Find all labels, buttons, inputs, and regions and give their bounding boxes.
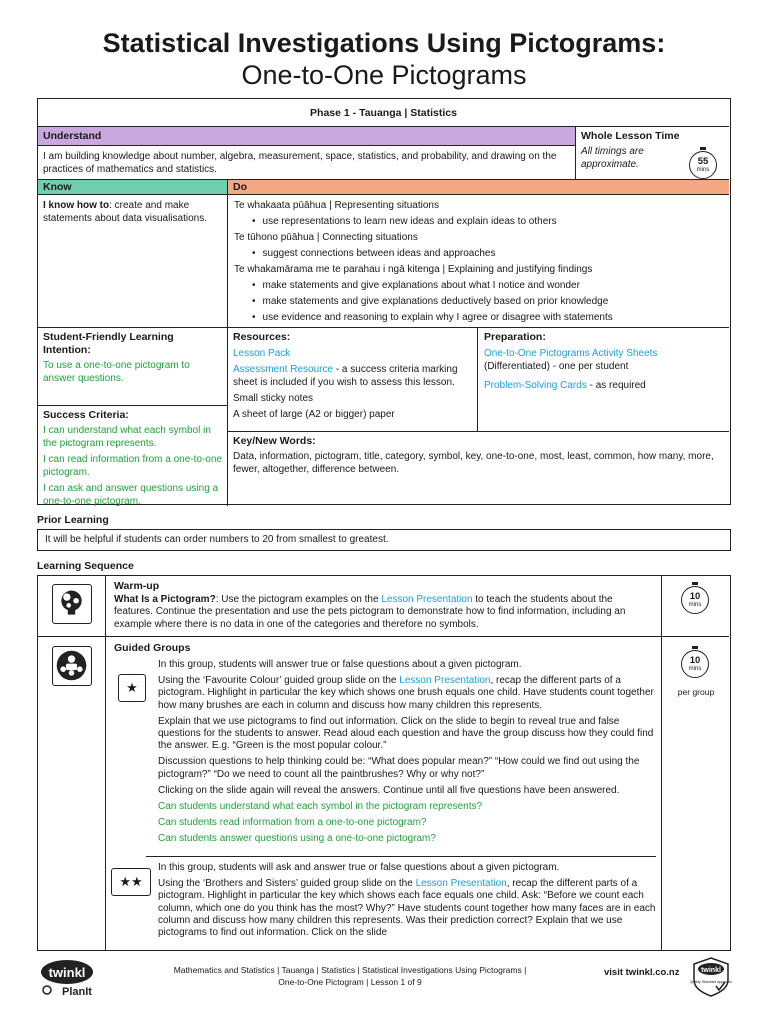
lesson-plan-grid: [37, 98, 731, 505]
understand-heading: Understand: [38, 127, 575, 146]
guided-stopwatch-icon: [681, 650, 709, 678]
activity-sheets-text: (Differentiated) - one per student: [484, 361, 629, 372]
group-1-presentation-link[interactable]: Lesson Presentation: [399, 675, 491, 687]
key-words: [227, 431, 729, 506]
prior-learning-text: It will be helpful if students can order numbers to 20 from smallest to greatest.: [37, 529, 731, 551]
group-2-text-b: , recap the different parts of a pictogram. Highlight in particular the key which shows each face equals one child. Ask: “Before we count each column, which one do you think has the most? Why?” Have students count together how many faces are in each column and discuss how many children this represents. Was their prediction correct? Explain that we use pictograms to find out information. Click on the slide: [158, 878, 656, 939]
group-people-icon: [52, 646, 92, 686]
know-heading: Know: [38, 179, 227, 195]
title-line-1: Statistical Investigations Using Pictograms:: [102, 28, 666, 58]
assessment-question: Can students understand what each symbol in the pictogram represents?: [158, 801, 483, 813]
assessment-question: Can students read information from a one-to-one pictogram?: [158, 817, 427, 829]
learning-intention-heading: Student-Friendly Learning Intention:: [43, 331, 174, 356]
resource-item: Small sticky notes: [233, 393, 314, 404]
preparation: [477, 327, 729, 431]
footer-line-1: Mathematics and Statistics | Tauanga | Statistics | Statistical Investigations Using Pictograms |: [173, 965, 527, 975]
assessment-resource-text: - a success criteria marking sheet is included if you wish to assess this lesson.: [233, 364, 458, 388]
know-text: [38, 195, 227, 327]
group-divider: [146, 856, 656, 857]
title-line-2: One-to-One Pictograms: [241, 60, 527, 90]
logo-bottom-text: PlanIt: [62, 986, 92, 998]
learning-sequence-table: [37, 575, 731, 951]
guided-title: [114, 642, 314, 658]
group-1-text-a: Using the ‘Favourite Colour’ guided group slide on the: [158, 675, 400, 687]
do-section-title: Te whakamārama me te parahau i ngā kitenga | Explaining and justifying findings: [234, 264, 593, 275]
group-1-paragraph: Discussion questions to help thinking could be: “What does popular mean?” “How could we find out using the pictogram?” “Do we need to count all the paintbrushes? Why or why not?”: [158, 756, 640, 780]
warmup-bold: What Is a Pictogram?: [114, 594, 216, 606]
do-content: [227, 195, 729, 327]
page-title: [0, 26, 768, 90]
twinkl-planit-logo: [37, 958, 105, 998]
warmup-minutes: 10: [689, 591, 701, 602]
do-section-title: Te whakaata pūāhua | Representing situations: [234, 200, 439, 211]
one-star-icon: ★: [118, 674, 146, 702]
key-words-text: Data, information, pictogram, title, category, symbol, key, one-to-one, most, least, common, how many, more, fewer, altogether, difference between.: [233, 451, 714, 475]
do-item: • make statements and give explanations about what I notice and wonder: [252, 279, 723, 292]
know-bold: I know how to: [43, 200, 110, 211]
group-2-presentation-link[interactable]: Lesson Presentation: [415, 878, 507, 890]
know-rest: : create and make statements about data visualisations.: [43, 200, 207, 224]
do-item: • make statements and give explanations deductively based on prior knowledge: [252, 295, 723, 308]
warmup-title: Warm-up: [114, 580, 160, 592]
footer-text: [140, 964, 560, 988]
assessment-resource-item: [233, 363, 472, 389]
brain-gears-icon: [52, 584, 92, 624]
warmup-stopwatch-icon: [681, 586, 709, 614]
group-1-paragraph: Clicking on the slide again will reveal the answers. Continue until all five questions have been answered.: [158, 784, 620, 796]
group-1-intro: In this group, students will answer true or false questions about a given pictogram.: [158, 659, 522, 670]
lesson-time-note: All timings are approximate.: [581, 146, 644, 170]
warmup-text-2: to teach the students about the features. Continue the presentation and use the pets pictogram to demonstrate how to find information, including an example where there is no data in one of the categories and therefore no symbols.: [114, 594, 626, 630]
group-1-block: [158, 659, 656, 850]
row-divider: [38, 636, 729, 637]
visit-link[interactable]: visit twinkl.co.nz: [604, 967, 680, 978]
learning-intention-text: To use a one-to-one pictogram to answer questions.: [43, 360, 190, 384]
group-1-text-b: , recap the different parts of a pictogram. Highlight in particular the key which shows one brush equals one child. Have students count together how many brushes are each in column and discuss how many children this represents.: [158, 675, 654, 711]
key-words-heading: Key/New Words:: [233, 435, 316, 447]
two-star-icon: ★★: [111, 868, 151, 896]
stopwatch-icon: [689, 151, 717, 179]
lesson-pack-link[interactable]: Lesson Pack: [233, 348, 291, 359]
understand-text: I am building knowledge about number, algebra, measurement, space, statistics, and probability, and drawing on the practices of mathematics and statistics.: [43, 151, 557, 175]
prior-learning-heading: Prior Learning: [37, 514, 109, 526]
group-1-paragraph: Explain that we use pictograms to find out information. Click on the slide to begin to reveal true and false questions for the students to answer. Read aloud each question and have the group discuss how they could find the answer. E.g. “Green is the most popular colour.”: [158, 715, 654, 752]
success-criteria-item: I can ask and answer questions using a one-to-one pictogram.: [43, 483, 219, 507]
warmup-text-1: : Use the pictogram examples on the: [215, 594, 382, 606]
lesson-time-heading: Whole Lesson Time: [581, 130, 680, 142]
footer-line-2: One-to-One Pictogram | Lesson 1 of 9: [278, 977, 422, 987]
warmup-presentation-link[interactable]: Lesson Presentation: [381, 594, 473, 606]
group-2-block: [158, 862, 656, 943]
guided-minutes: 10: [689, 655, 701, 666]
guided-unit: mins: [688, 666, 702, 672]
page-footer: [0, 958, 768, 1024]
icon-column: [38, 576, 106, 951]
problem-solving-item: [484, 379, 723, 392]
phase-header: Phase 1 - Tauanga | Statistics: [38, 99, 729, 127]
success-criteria-item: I can read information from a one-to-one pictogram.: [43, 454, 222, 478]
activity-sheets-link[interactable]: One-to-One Pictograms Activity Sheets: [484, 348, 658, 359]
badge-bottom-text: Quality Standard Approved: [690, 980, 732, 984]
group-2-paragraph: [158, 878, 656, 939]
assessment-question: Can students answer questions using a one-to-one pictogram?: [158, 833, 436, 845]
resource-item: A sheet of large (A2 or bigger) paper: [233, 409, 395, 420]
do-section-title: Te tūhono pūāhua | Connecting situations: [234, 232, 418, 243]
do-item: • use representations to learn new ideas and explain ideas to others: [252, 215, 723, 228]
lesson-time-minutes: 55: [697, 156, 709, 167]
assessment-resource-link[interactable]: Assessment Resource: [233, 364, 334, 375]
quality-badge-icon: [690, 956, 732, 998]
warmup-block: [114, 580, 654, 635]
group-2-intro: In this group, students will ask and answer true or false questions about a given pictogram.: [158, 862, 560, 873]
resources: [227, 327, 477, 431]
guided-groups-heading: Guided Groups: [114, 642, 191, 654]
success-criteria-heading: Success Criteria:: [43, 409, 129, 421]
warmup-unit: mins: [688, 602, 702, 608]
group-2-text-a: Using the ‘Brothers and Sisters’ guided group slide on the: [158, 878, 416, 890]
group-1-paragraph: [158, 675, 656, 712]
time-column: [661, 576, 729, 951]
success-criteria-item: I can understand what each symbol in the pictogram represents.: [43, 425, 211, 449]
problem-solving-cards-link[interactable]: Problem-Solving Cards: [484, 380, 587, 391]
learning-intention: [38, 327, 227, 405]
resources-heading: Resources:: [233, 331, 291, 343]
do-item: • use evidence and reasoning to explain why I agree or disagree with statements: [252, 311, 723, 324]
logo-top-text: twinkl: [48, 965, 86, 980]
problem-solving-text: - as required: [586, 380, 646, 391]
badge-top-text: twinkl: [701, 967, 721, 974]
do-heading: Do: [227, 179, 729, 195]
success-criteria: [38, 405, 227, 506]
warmup-text: [114, 594, 654, 631]
lesson-time-unit: mins: [696, 167, 710, 173]
per-group-label: per group: [677, 687, 715, 697]
learning-sequence-heading: Learning Sequence: [37, 560, 134, 572]
preparation-heading: Preparation:: [484, 331, 546, 343]
do-item: • suggest connections between ideas and approaches: [252, 247, 723, 260]
whole-lesson-time: [575, 127, 729, 179]
